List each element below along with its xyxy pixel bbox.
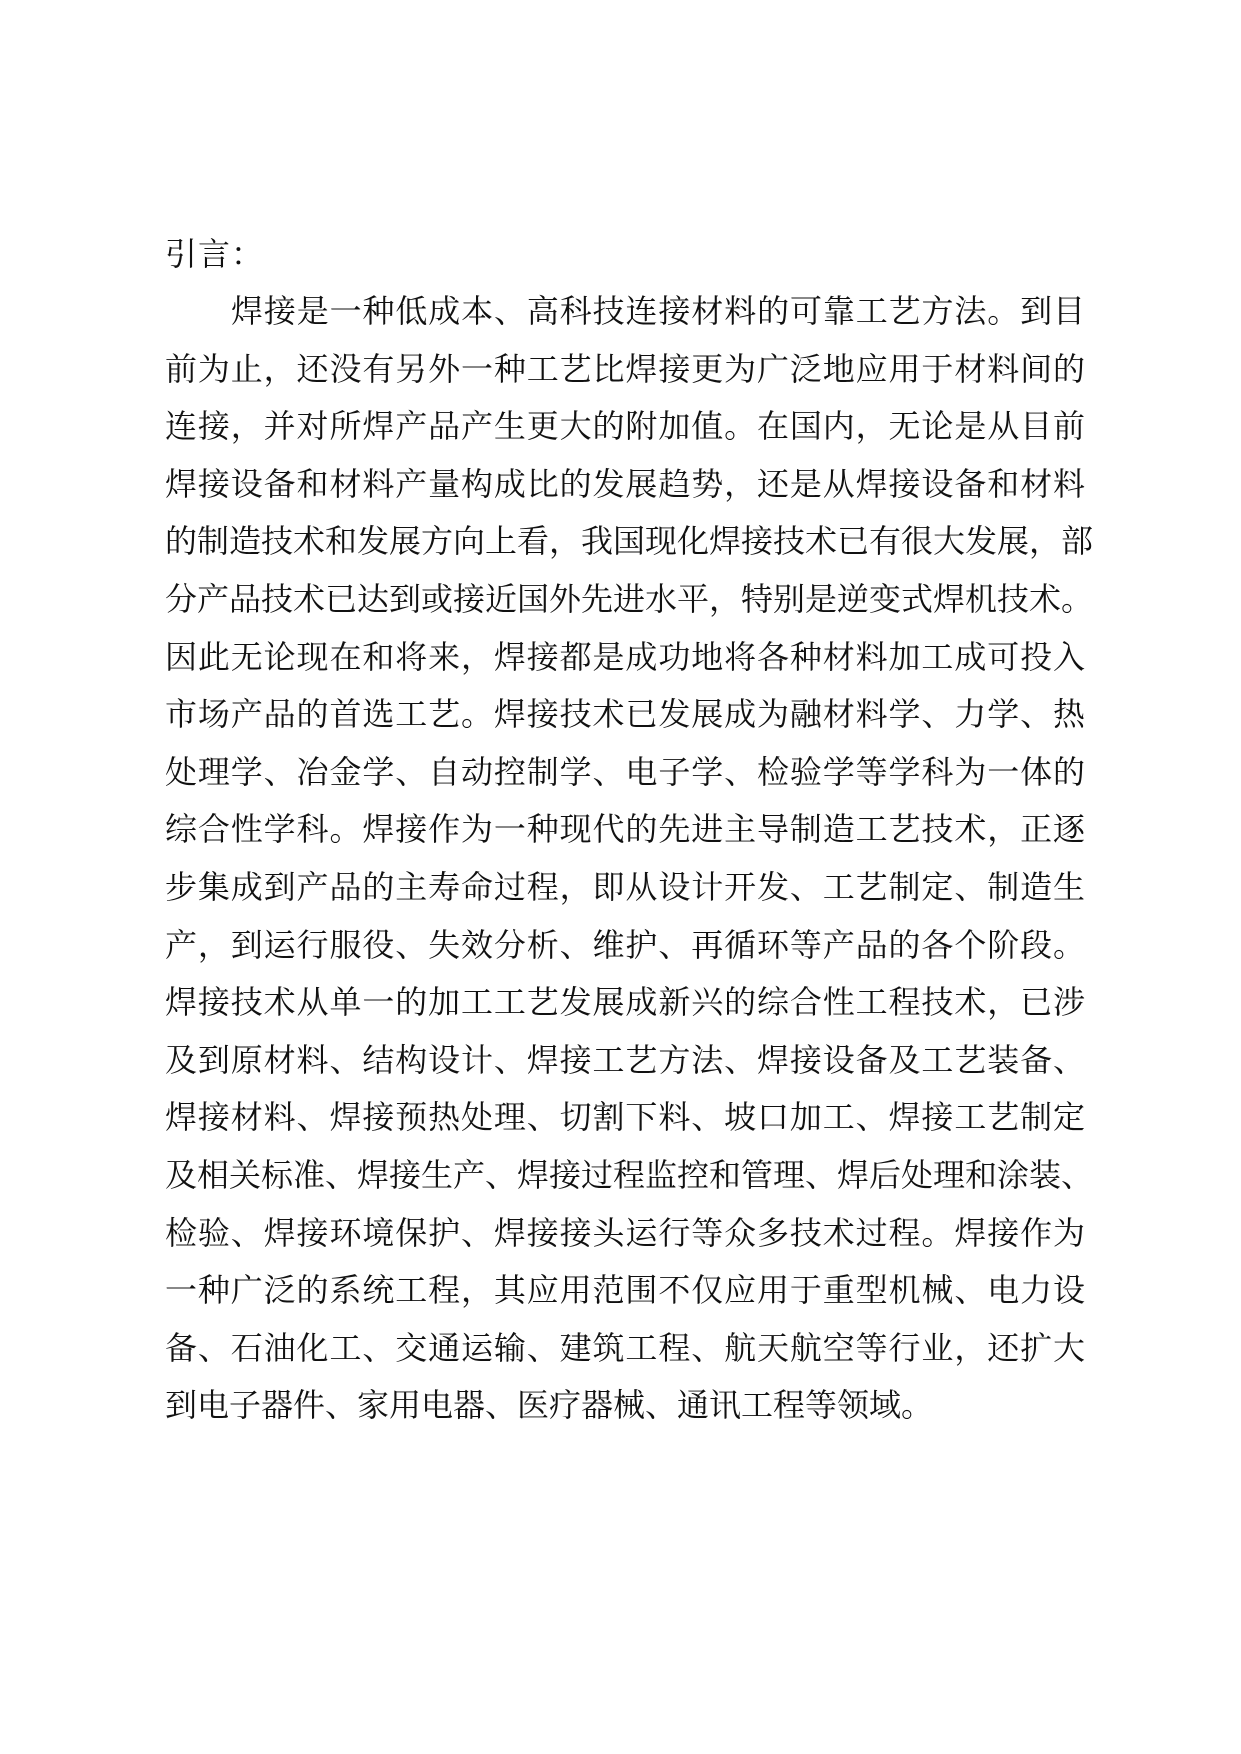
paragraph-line: 分产品技术已达到或接近国外先进水平，特别是逆变式焊机技术。 bbox=[165, 579, 1094, 618]
paragraph-line: 焊接材料、焊接预热处理、切割下料、坡口加工、焊接工艺制定 bbox=[165, 1098, 1085, 1137]
paragraph-line: 检验、焊接环境保护、焊接接头运行等众多技术过程。焊接作为 bbox=[165, 1213, 1085, 1252]
paragraph-line: 备、石油化工、交通运输、建筑工程、航天航空等行业，还扩大 bbox=[165, 1328, 1085, 1367]
paragraph-line: 焊接技术从单一的加工工艺发展成新兴的综合性工程技术，已涉 bbox=[165, 983, 1085, 1022]
paragraph-line: 焊接设备和材料产量构成比的发展趋势，还是从焊接设备和材料 bbox=[165, 464, 1085, 503]
paragraph-line: 焊接是一种低成本、高科技连接材料的可靠工艺方法。到目 bbox=[231, 292, 1085, 330]
paragraph-line: 处理学、冶金学、自动控制学、电子学、检验学等学科为一体的 bbox=[165, 752, 1085, 791]
paragraph-line: 一种广泛的系统工程，其应用范围不仅应用于重型机械、电力设 bbox=[165, 1271, 1085, 1310]
paragraph-line: 步集成到产品的主寿命过程，即从设计开发、工艺制定、制造生 bbox=[165, 867, 1085, 906]
paragraph-line: 连接，并对所焊产品产生更大的附加值。在国内，无论是从目前 bbox=[165, 407, 1085, 446]
paragraph-line: 的制造技术和发展方向上看，我国现化焊接技术已有很大发展，部 bbox=[165, 522, 1094, 561]
paragraph-line: 综合性学科。焊接作为一种现代的先进主导制造工艺技术，正逐 bbox=[165, 810, 1085, 849]
body-paragraph bbox=[165, 283, 1094, 1435]
paragraph-line: 产，到运行服役、失效分析、维护、再循环等产品的各个阶段。 bbox=[165, 925, 1085, 964]
paragraph-line: 前为止，还没有另外一种工艺比焊接更为广泛地应用于材料间的 bbox=[165, 349, 1085, 388]
paragraph-line: 及到原材料、结构设计、焊接工艺方法、焊接设备及工艺装备、 bbox=[165, 1040, 1085, 1079]
paragraph-line: 市场产品的首选工艺。焊接技术已发展成为融材料学、力学、热 bbox=[165, 695, 1085, 734]
section-heading: 引言： bbox=[165, 235, 265, 273]
paragraph-line: 到电子器件、家用电器、医疗器械、通讯工程等领域。 bbox=[165, 1386, 934, 1425]
paragraph-line: 因此无论现在和将来，焊接都是成功地将各种材料加工成可投入 bbox=[165, 637, 1085, 676]
paragraph-line: 及相关标准、焊接生产、焊接过程监控和管理、焊后处理和涂装、 bbox=[165, 1155, 1094, 1194]
